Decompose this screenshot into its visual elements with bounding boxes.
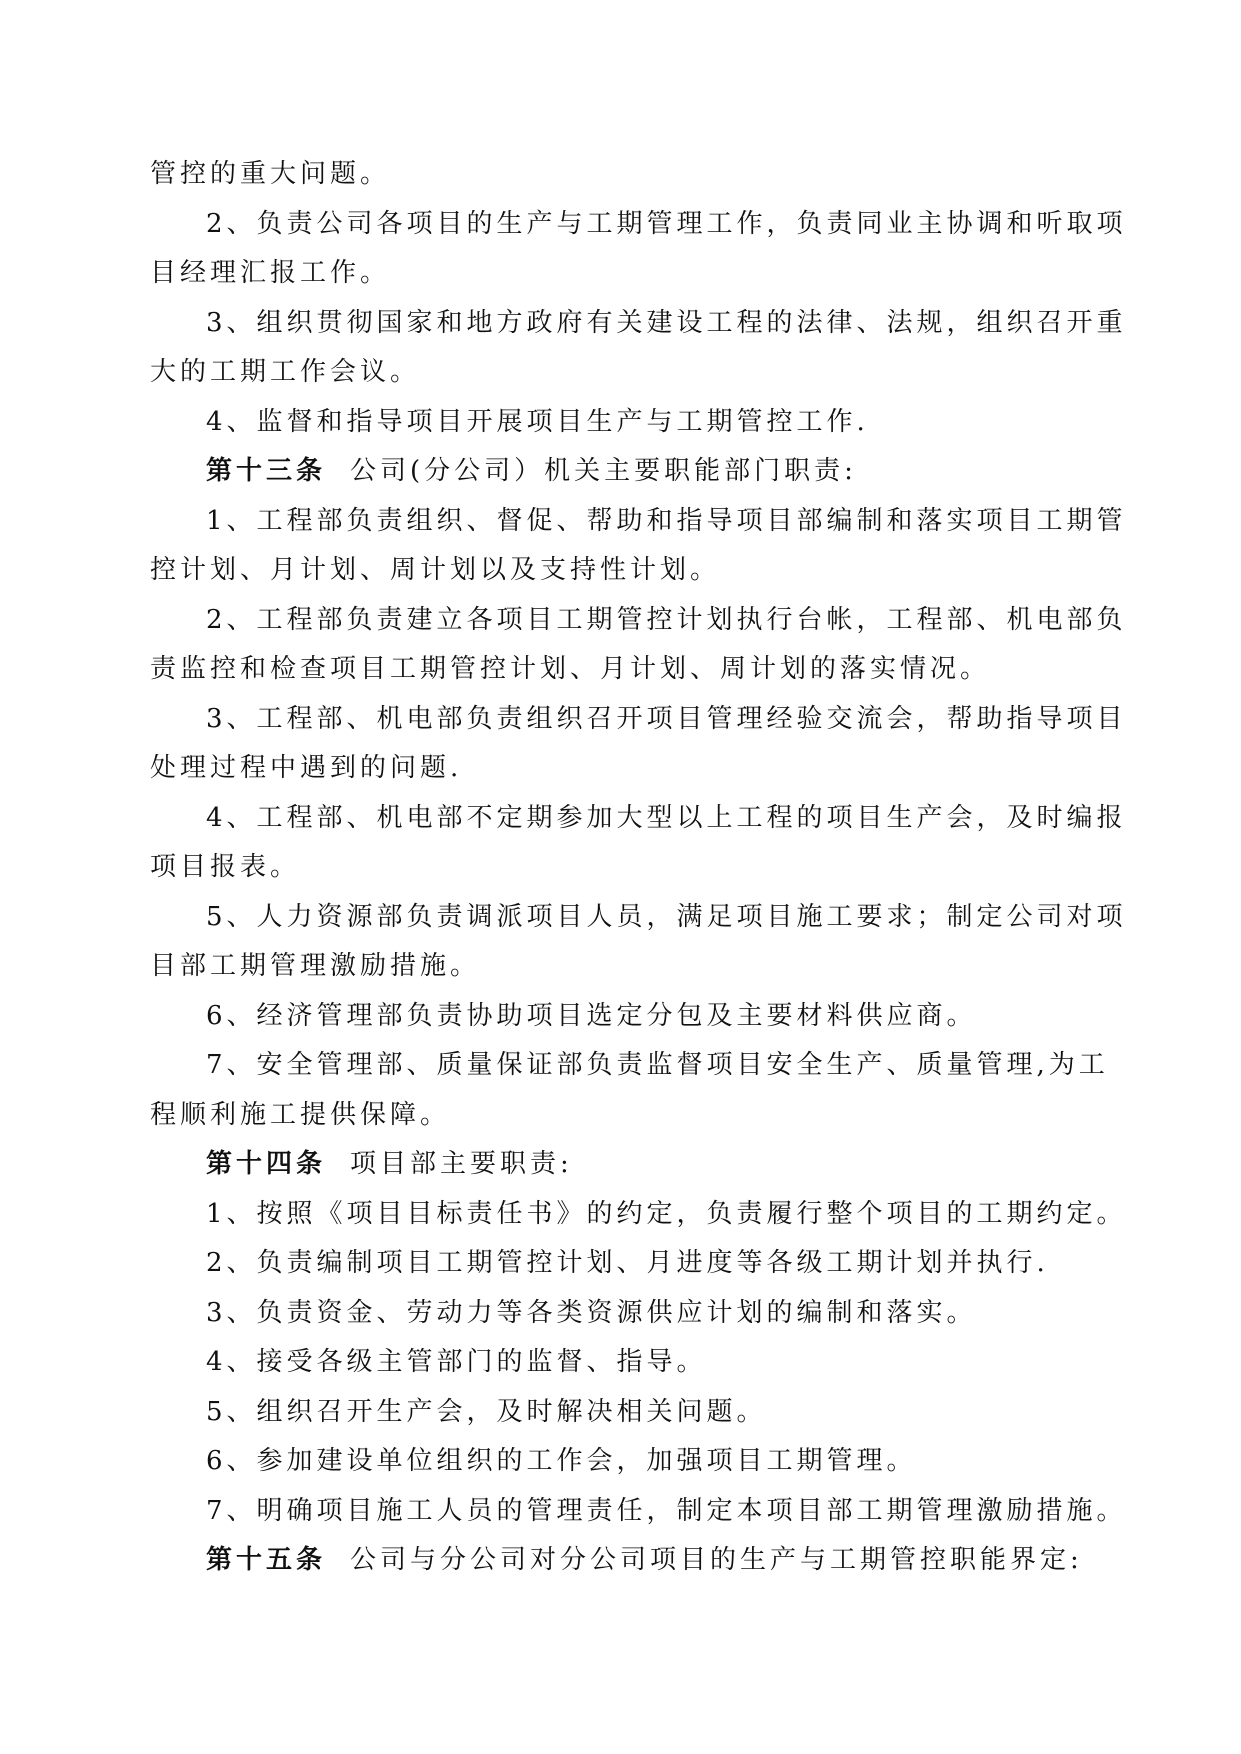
paragraph-line: 6、经济管理部负责协助项目选定分包及主要材料供应商。 (206, 1000, 977, 1031)
paragraph-line: 7、明确项目施工人员的管理责任，制定本项目部工期管理激励措施。 (206, 1495, 1127, 1526)
paragraph-line: 目经理汇报工作。 (150, 258, 391, 288)
paragraph-line: 3、负责资金、劳动力等各类资源供应计划的编制和落实。 (206, 1297, 977, 1328)
article-number: 第十四条 (206, 1149, 327, 1179)
paragraph-line: 责监控和检查项目工期管控计划、月计划、周计划的落实情况。 (150, 654, 991, 684)
paragraph-line: 5、人力资源部负责调派项目人员，满足项目施工要求；制定公司对项 (206, 901, 1127, 932)
paragraph-line: 5、组织召开生产会，及时解决相关问题。 (206, 1396, 767, 1427)
article-number: 第十五条 (206, 1545, 327, 1575)
paragraph-line: 2、负责公司各项目的生产与工期管理工作，负责同业主协调和听取项 (206, 208, 1127, 239)
paragraph-line: 1、工程部负责组织、督促、帮助和指导项目部编制和落实项目工期管 (206, 505, 1127, 536)
paragraph-line: 4、接受各级主管部门的监督、指导。 (206, 1347, 707, 1377)
article-title: 项目部主要职责: (350, 1149, 573, 1179)
paragraph-line: 3、组织贯彻国家和地方政府有关建设工程的法律、法规，组织召开重 (206, 307, 1127, 338)
article-title: 公司与分公司对分公司项目的生产与工期管控职能界定: (350, 1545, 1083, 1575)
paragraph-line: 3、工程部、机电部负责组织召开项目管理经验交流会，帮助指导项目 (206, 703, 1127, 734)
paragraph-line: 2、工程部负责建立各项目工期管控计划执行台帐，工程部、机电部负 (206, 604, 1127, 635)
article-heading (150, 447, 1091, 497)
article-heading (150, 1536, 1091, 1586)
article-title: 公司(分公司）机关主要职能部门职责: (350, 456, 857, 486)
paragraph-line: 目部工期管理激励措施。 (150, 951, 481, 981)
paragraph-line: 7、安全管理部、质量保证部负责监督项目安全生产、质量管理,为工 (206, 1050, 1109, 1080)
article-heading (150, 1140, 1091, 1190)
paragraph-line: 4、工程部、机电部不定期参加大型以上工程的项目生产会，及时编报 (206, 802, 1127, 833)
paragraph-line: 大的工期工作会议。 (150, 357, 421, 387)
paragraph-line: 处理过程中遇到的问题. (150, 753, 463, 783)
paragraph-line: 项目报表。 (150, 852, 301, 882)
paragraph-line: 程顺利施工提供保障。 (150, 1099, 451, 1130)
paragraph-line: 管控的重大问题。 (150, 159, 391, 189)
article-number: 第十三条 (206, 456, 327, 486)
paragraph-line: 4、监督和指导项目开展项目生产与工期管控工作. (206, 406, 869, 437)
paragraph-line: 1、按照《项目目标责任书》的约定，负责履行整个项目的工期约定。 (206, 1198, 1127, 1229)
paragraph-line: 6、参加建设单位组织的工作会，加强项目工期管理。 (206, 1446, 917, 1476)
paragraph-line: 控计划、月计划、周计划以及支持性计划。 (150, 555, 721, 585)
paragraph-line: 2、负责编制项目工期管控计划、月进度等各级工期计划并执行. (206, 1248, 1049, 1278)
